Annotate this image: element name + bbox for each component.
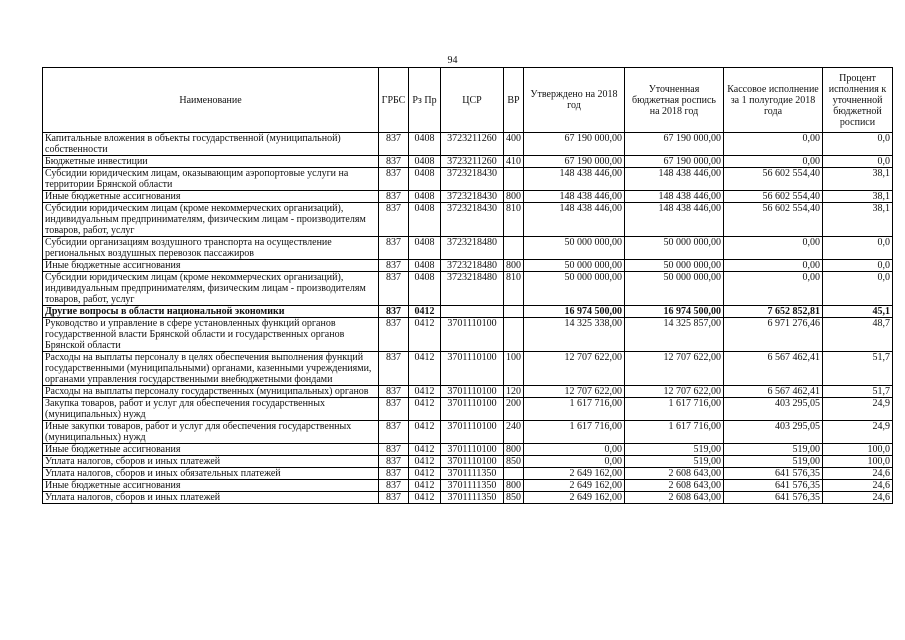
cell-vr: 850 [504, 456, 524, 468]
cell-grbs: 837 [379, 306, 409, 318]
header-rzpr: Рз Пр [409, 68, 441, 133]
cell-refined: 148 438 446,00 [625, 168, 724, 191]
cell-grbs: 837 [379, 492, 409, 504]
cell-percent: 0,0 [823, 133, 893, 156]
cell-name: Уплата налогов, сборов и иных обязательных платежей [43, 468, 379, 480]
cell-approved: 12 707 622,00 [524, 386, 625, 398]
table-row [43, 444, 893, 456]
cell-cash: 56 602 554,40 [724, 203, 823, 237]
cell-csr: 3701111350 [441, 480, 504, 492]
cell-refined: 2 608 643,00 [625, 468, 724, 480]
cell-name: Другие вопросы в области национальной экономики [43, 306, 379, 318]
cell-vr: 810 [504, 272, 524, 306]
cell-name: Расходы на выплаты персоналу государственных (муниципальных) органов [43, 386, 379, 398]
cell-cash: 641 576,35 [724, 468, 823, 480]
cell-rzpr: 0408 [409, 203, 441, 237]
cell-percent: 45,1 [823, 306, 893, 318]
cell-rzpr: 0412 [409, 352, 441, 386]
cell-approved: 50 000 000,00 [524, 237, 625, 260]
cell-cash: 6 567 462,41 [724, 386, 823, 398]
cell-percent: 48,7 [823, 318, 893, 352]
page-number: 94 [447, 55, 458, 66]
table-row [43, 456, 893, 468]
table-row [43, 260, 893, 272]
cell-csr: 3723218430 [441, 203, 504, 237]
cell-csr: 3701110100 [441, 444, 504, 456]
cell-vr [504, 468, 524, 480]
cell-refined: 12 707 622,00 [625, 386, 724, 398]
cell-approved: 2 649 162,00 [524, 492, 625, 504]
cell-cash: 641 576,35 [724, 492, 823, 504]
cell-vr: 200 [504, 398, 524, 421]
cell-refined: 67 190 000,00 [625, 156, 724, 168]
table-row [43, 386, 893, 398]
cell-cash: 403 295,05 [724, 398, 823, 421]
cell-csr: 3723218480 [441, 237, 504, 260]
cell-name: Субсидии организациям воздушного транспорта на осуществление региональных воздушных перевозок пассажиров [43, 237, 379, 260]
cell-cash: 0,00 [724, 272, 823, 306]
table-row [43, 133, 893, 156]
cell-grbs: 837 [379, 468, 409, 480]
cell-rzpr: 0412 [409, 480, 441, 492]
cell-percent: 0,0 [823, 260, 893, 272]
cell-grbs: 837 [379, 480, 409, 492]
cell-approved: 1 617 716,00 [524, 421, 625, 444]
cell-grbs: 837 [379, 456, 409, 468]
cell-approved: 0,00 [524, 444, 625, 456]
header-refined: Уточненная бюджетная роспись на 2018 год [625, 68, 724, 133]
cell-refined: 148 438 446,00 [625, 203, 724, 237]
cell-csr [441, 306, 504, 318]
cell-percent: 100,0 [823, 444, 893, 456]
cell-cash: 6 971 276,46 [724, 318, 823, 352]
cell-vr: 410 [504, 156, 524, 168]
cell-cash: 519,00 [724, 456, 823, 468]
cell-name: Субсидии юридическим лицам, оказывающим аэропортовые услуги на территории Брянской области [43, 168, 379, 191]
cell-approved: 148 438 446,00 [524, 203, 625, 237]
cell-csr: 3723218480 [441, 272, 504, 306]
cell-vr [504, 318, 524, 352]
cell-cash: 0,00 [724, 133, 823, 156]
cell-cash: 403 295,05 [724, 421, 823, 444]
header-name: Наименование [43, 68, 379, 133]
cell-percent: 38,1 [823, 191, 893, 203]
cell-name: Субсидии юридическим лицам (кроме некоммерческих организаций), индивидуальным предпринимателям, физическим лицам - производителям товаров, работ, услуг [43, 272, 379, 306]
cell-rzpr: 0408 [409, 237, 441, 260]
cell-vr: 800 [504, 260, 524, 272]
cell-grbs: 837 [379, 133, 409, 156]
cell-refined: 148 438 446,00 [625, 191, 724, 203]
cell-csr: 3723211260 [441, 133, 504, 156]
table-row [43, 421, 893, 444]
cell-grbs: 837 [379, 168, 409, 191]
cell-cash: 56 602 554,40 [724, 191, 823, 203]
cell-rzpr: 0408 [409, 156, 441, 168]
cell-name: Иные бюджетные ассигнования [43, 260, 379, 272]
table-body [43, 133, 893, 504]
cell-rzpr: 0408 [409, 133, 441, 156]
cell-percent: 24,9 [823, 421, 893, 444]
table-row [43, 318, 893, 352]
table-row [43, 492, 893, 504]
cell-percent: 24,9 [823, 398, 893, 421]
cell-rzpr: 0412 [409, 492, 441, 504]
cell-rzpr: 0408 [409, 168, 441, 191]
cell-grbs: 837 [379, 444, 409, 456]
cell-refined: 519,00 [625, 456, 724, 468]
cell-approved: 50 000 000,00 [524, 260, 625, 272]
cell-vr: 240 [504, 421, 524, 444]
cell-approved: 148 438 446,00 [524, 191, 625, 203]
cell-cash: 6 567 462,41 [724, 352, 823, 386]
table-row [43, 272, 893, 306]
cell-csr: 3723218430 [441, 168, 504, 191]
cell-grbs: 837 [379, 386, 409, 398]
cell-grbs: 837 [379, 191, 409, 203]
cell-refined: 16 974 500,00 [625, 306, 724, 318]
header-grbs: ГРБС [379, 68, 409, 133]
cell-refined: 50 000 000,00 [625, 272, 724, 306]
table-row [43, 156, 893, 168]
cell-name: Уплата налогов, сборов и иных платежей [43, 456, 379, 468]
cell-rzpr: 0412 [409, 468, 441, 480]
cell-cash: 0,00 [724, 260, 823, 272]
cell-approved: 148 438 446,00 [524, 168, 625, 191]
cell-approved: 67 190 000,00 [524, 133, 625, 156]
cell-vr: 800 [504, 191, 524, 203]
cell-vr: 800 [504, 480, 524, 492]
cell-refined: 1 617 716,00 [625, 421, 724, 444]
cell-vr: 800 [504, 444, 524, 456]
cell-approved: 12 707 622,00 [524, 352, 625, 386]
cell-approved: 2 649 162,00 [524, 480, 625, 492]
cell-cash: 56 602 554,40 [724, 168, 823, 191]
cell-refined: 12 707 622,00 [625, 352, 724, 386]
cell-vr: 400 [504, 133, 524, 156]
cell-grbs: 837 [379, 260, 409, 272]
cell-name: Бюджетные инвестиции [43, 156, 379, 168]
cell-refined: 2 608 643,00 [625, 492, 724, 504]
cell-vr: 810 [504, 203, 524, 237]
table-row [43, 468, 893, 480]
cell-csr: 3723218480 [441, 260, 504, 272]
cell-rzpr: 0412 [409, 318, 441, 352]
cell-grbs: 837 [379, 237, 409, 260]
cell-name: Иные бюджетные ассигнования [43, 191, 379, 203]
cell-name: Иные бюджетные ассигнования [43, 444, 379, 456]
header-vr: ВР [504, 68, 524, 133]
cell-grbs: 837 [379, 352, 409, 386]
cell-grbs: 837 [379, 398, 409, 421]
header-cash: Кассовое исполнение за 1 полугодие 2018 года [724, 68, 823, 133]
table-row [43, 480, 893, 492]
cell-name: Закупка товаров, работ и услуг для обеспечения государственных (муниципальных) нужд [43, 398, 379, 421]
cell-vr: 100 [504, 352, 524, 386]
cell-percent: 51,7 [823, 352, 893, 386]
cell-percent: 24,6 [823, 480, 893, 492]
cell-approved: 50 000 000,00 [524, 272, 625, 306]
table-row [43, 306, 893, 318]
header-percent: Процент исполнения к уточненной бюджетной росписи [823, 68, 893, 133]
cell-csr: 3701111350 [441, 492, 504, 504]
cell-grbs: 837 [379, 203, 409, 237]
cell-percent: 38,1 [823, 168, 893, 191]
cell-csr: 3701111350 [441, 468, 504, 480]
cell-csr: 3701110100 [441, 398, 504, 421]
cell-csr: 3701110100 [441, 456, 504, 468]
cell-refined: 14 325 857,00 [625, 318, 724, 352]
cell-grbs: 837 [379, 318, 409, 352]
table-row [43, 168, 893, 191]
cell-approved: 16 974 500,00 [524, 306, 625, 318]
cell-rzpr: 0408 [409, 260, 441, 272]
cell-approved: 14 325 338,00 [524, 318, 625, 352]
cell-approved: 2 649 162,00 [524, 468, 625, 480]
cell-csr: 3701110100 [441, 421, 504, 444]
cell-percent: 38,1 [823, 203, 893, 237]
cell-refined: 519,00 [625, 444, 724, 456]
cell-cash: 641 576,35 [724, 480, 823, 492]
cell-csr: 3701110100 [441, 352, 504, 386]
cell-rzpr: 0412 [409, 386, 441, 398]
cell-rzpr: 0412 [409, 444, 441, 456]
cell-name: Капитальные вложения в объекты государственной (муниципальной) собственности [43, 133, 379, 156]
cell-name: Уплата налогов, сборов и иных платежей [43, 492, 379, 504]
cell-refined: 67 190 000,00 [625, 133, 724, 156]
table-row [43, 203, 893, 237]
cell-rzpr: 0408 [409, 191, 441, 203]
cell-name: Иные бюджетные ассигнования [43, 480, 379, 492]
table-header-row [43, 68, 893, 133]
cell-percent: 0,0 [823, 156, 893, 168]
cell-refined: 50 000 000,00 [625, 260, 724, 272]
cell-rzpr: 0412 [409, 456, 441, 468]
cell-grbs: 837 [379, 272, 409, 306]
table-row [43, 352, 893, 386]
table-row [43, 398, 893, 421]
cell-rzpr: 0412 [409, 398, 441, 421]
cell-vr [504, 306, 524, 318]
cell-percent: 24,6 [823, 468, 893, 480]
cell-grbs: 837 [379, 156, 409, 168]
cell-name: Руководство и управление в сфере установленных функций органов государственной власти Брянской области и государственных органов Брянской области [43, 318, 379, 352]
cell-percent: 24,6 [823, 492, 893, 504]
cell-vr [504, 237, 524, 260]
header-approved: Утверждено на 2018 год [524, 68, 625, 133]
cell-percent: 0,0 [823, 237, 893, 260]
cell-csr: 3723218430 [441, 191, 504, 203]
cell-csr: 3701110100 [441, 386, 504, 398]
cell-refined: 50 000 000,00 [625, 237, 724, 260]
cell-grbs: 837 [379, 421, 409, 444]
cell-name: Иные закупки товаров, работ и услуг для обеспечения государственных (муниципальных) нужд [43, 421, 379, 444]
table-row [43, 237, 893, 260]
header-csr: ЦСР [441, 68, 504, 133]
cell-vr: 850 [504, 492, 524, 504]
cell-rzpr: 0408 [409, 272, 441, 306]
cell-rzpr: 0412 [409, 421, 441, 444]
cell-percent: 100,0 [823, 456, 893, 468]
cell-percent: 51,7 [823, 386, 893, 398]
cell-rzpr: 0412 [409, 306, 441, 318]
cell-cash: 519,00 [724, 444, 823, 456]
cell-csr: 3723211260 [441, 156, 504, 168]
cell-cash: 7 652 852,81 [724, 306, 823, 318]
table-row [43, 191, 893, 203]
cell-percent: 0,0 [823, 272, 893, 306]
cell-refined: 1 617 716,00 [625, 398, 724, 421]
cell-name: Субсидии юридическим лицам (кроме некоммерческих организаций), индивидуальным предпринимателям, физическим лицам - производителям товаров, работ, услуг [43, 203, 379, 237]
cell-approved: 0,00 [524, 456, 625, 468]
cell-approved: 1 617 716,00 [524, 398, 625, 421]
cell-approved: 67 190 000,00 [524, 156, 625, 168]
cell-vr [504, 168, 524, 191]
cell-name: Расходы на выплаты персоналу в целях обеспечения выполнения функций государственными (муниципальными) органами, казенными учреждениями, органами управления государственными внебюджетными фондами [43, 352, 379, 386]
cell-vr: 120 [504, 386, 524, 398]
cell-cash: 0,00 [724, 237, 823, 260]
cell-cash: 0,00 [724, 156, 823, 168]
cell-refined: 2 608 643,00 [625, 480, 724, 492]
cell-csr: 3701110100 [441, 318, 504, 352]
budget-table [42, 67, 893, 504]
